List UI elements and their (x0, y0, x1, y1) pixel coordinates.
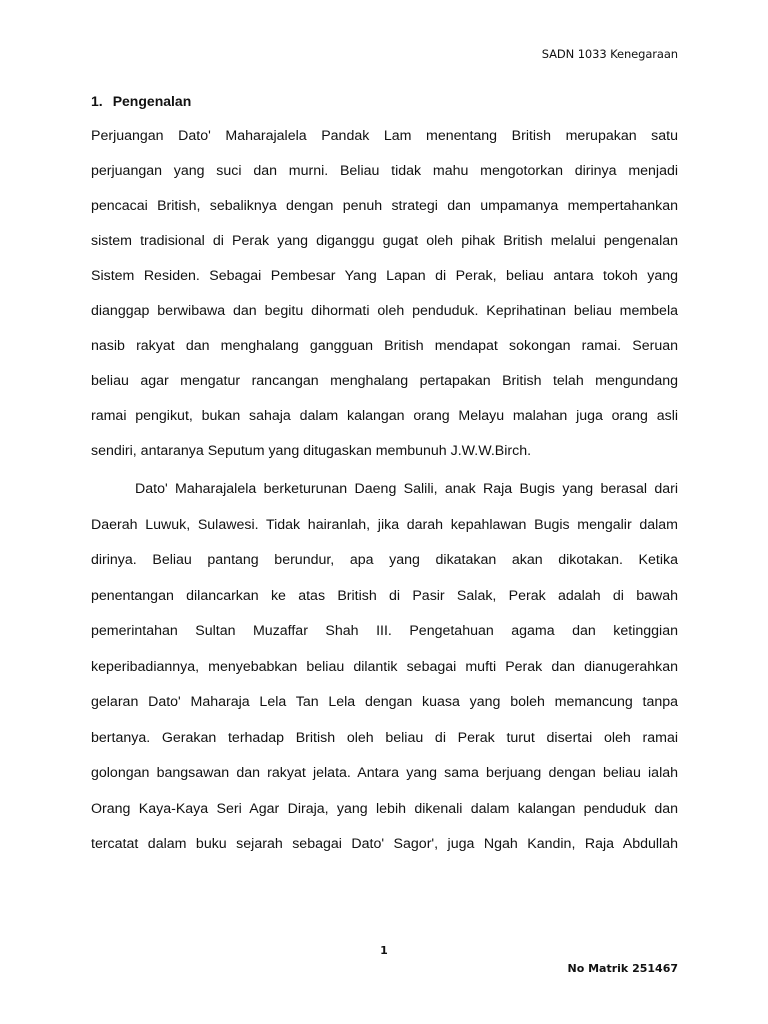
paragraph-line: Dato' Maharajalela berketurunan Daeng Salili, anak Raja Bugis yang berasal dari (135, 481, 678, 497)
paragraph-line: dirinya. Beliau pantang berundur, apa yang dikatakan akan dikotakan. Ketika (91, 552, 678, 568)
paragraph-line: Orang Kaya-Kaya Seri Agar Diraja, yang lebih dikenali dalam kalangan penduduk dan (91, 801, 678, 817)
paragraph-line: keperibadiannya, menyebabkan beliau dilantik sebagai mufti Perak dan dianugerahkan (91, 659, 678, 675)
paragraph-line: pencacai British, sebaliknya dengan penuh strategi dan umpamanya mempertahankan (91, 198, 678, 214)
paragraph-line: Perjuangan Dato' Maharajalela Pandak Lam menentang British merupakan satu (91, 128, 678, 144)
paragraph-line: sendiri, antaranya Seputum yang ditugaskan membunuh J.W.W.Birch. (91, 443, 532, 459)
paragraph-line: perjuangan yang suci dan murni. Beliau tidak mahu mengotorkan dirinya menjadi (91, 163, 678, 179)
matric-footer: No Matrik 251467 (567, 962, 678, 975)
paragraph-line: gelaran Dato' Maharaja Lela Tan Lela dengan kuasa yang boleh memancung tanpa (91, 694, 678, 710)
paragraph-line: beliau agar mengatur rancangan menghalang pertapakan British telah mengundang (91, 373, 678, 389)
paragraph-line: dianggap berwibawa dan begitu dihormati oleh penduduk. Keprihatinan beliau membela (91, 303, 678, 319)
section-heading (91, 93, 191, 109)
course-header: SADN 1033 Kenegaraan (541, 47, 678, 61)
paragraph-line: tercatat dalam buku sejarah sebagai Dato' Sagor', juga Ngah Kandin, Raja Abdullah (91, 836, 678, 852)
paragraph-line: golongan bangsawan dan rakyat jelata. Antara yang sama berjuang dengan beliau ialah (91, 765, 678, 781)
section-number: 1. (91, 93, 103, 109)
section-title: Pengenalan (112, 93, 192, 109)
paragraph-line: sistem tradisional di Perak yang diganggu gugat oleh pihak British melalui pengenalan (91, 233, 678, 249)
paragraph-line: penentangan dilancarkan ke atas British di Pasir Salak, Perak adalah di bawah (91, 588, 678, 604)
paragraph-line: pemerintahan Sultan Muzaffar Shah III. Pengetahuan agama dan ketinggian (91, 623, 678, 639)
paragraph-line: bertanya. Gerakan terhadap British oleh beliau di Perak turut disertai oleh ramai (91, 730, 678, 746)
page-number: 1 (380, 944, 388, 957)
paragraph-line: nasib rakyat dan menghalang gangguan British mendapat sokongan ramai. Seruan (91, 338, 678, 354)
paragraph-line: ramai pengikut, bukan sahaja dalam kalangan orang Melayu malahan juga orang asli (91, 408, 678, 424)
paragraph-line: Sistem Residen. Sebagai Pembesar Yang Lapan di Perak, beliau antara tokoh yang (91, 268, 678, 284)
paragraph-line: Daerah Luwuk, Sulawesi. Tidak hairanlah, jika darah kepahlawan Bugis mengalir dalam (91, 517, 678, 533)
